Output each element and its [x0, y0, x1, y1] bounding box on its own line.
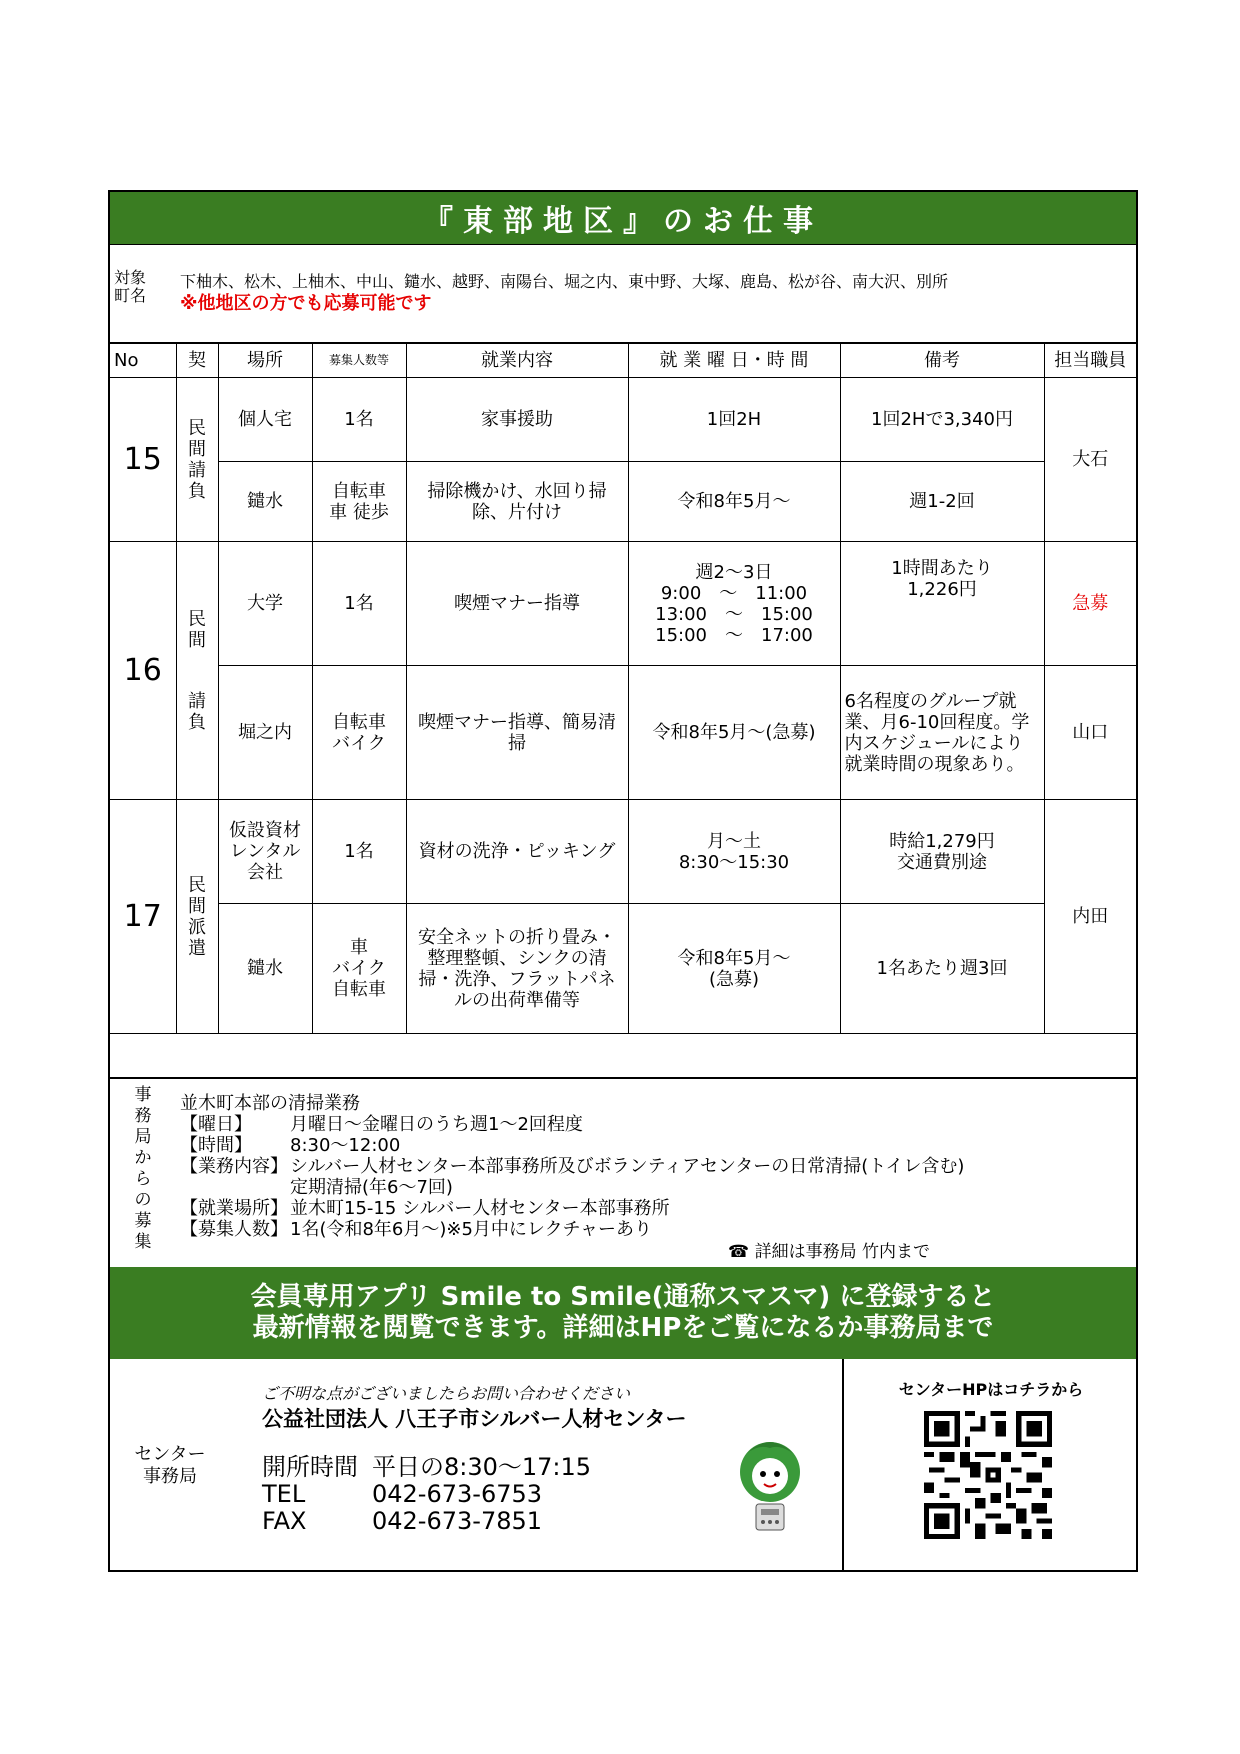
job-number: 16 [110, 542, 176, 800]
table-row [110, 462, 1136, 542]
contract-type: 民 間 請 負 [176, 542, 218, 800]
office-row: 定期清掃(年6～7回) [290, 1177, 453, 1198]
target-area [110, 244, 1136, 344]
table-row [110, 800, 1136, 904]
area-note: ※他地区の方でも応募可能です [180, 293, 432, 314]
time: 週2～3日 9:00 ～ 11:00 13:00 ～ 15:00 15:00 ～ 17:00 [628, 542, 840, 666]
work: 家事援助 [406, 378, 628, 462]
app-banner-line2: 最新情報を閲覧できます。詳細はHPをご覧になるか事務局まで [252, 1313, 994, 1343]
place: 鑓水 [218, 904, 312, 1034]
header-no: No [110, 344, 176, 378]
table-row [110, 666, 1136, 800]
inquiry-text: ご不明な点がございましたらお問い合わせください [262, 1384, 631, 1403]
job-table [110, 344, 1136, 1034]
time: 1回2H [628, 378, 840, 462]
contract-type: 民 間 派 遣 [176, 800, 218, 1034]
office-row: 【就業場所】 並木町15-15 シルバー人材センター本部事務所 [180, 1198, 670, 1219]
count: 1名 [312, 542, 406, 666]
staff: 内田 [1044, 800, 1136, 1034]
work: 資材の洗浄・ピッキング [406, 800, 628, 904]
qr-title: センターHPはコチラから [898, 1380, 1084, 1399]
count: 1名 [312, 800, 406, 904]
contact-info: 開所時間 平日の8:30～17:15 TEL 042-673-6753 FAX 042-673-7851 [262, 1453, 592, 1535]
tel-number: 042-673-6753 [372, 1480, 543, 1508]
commute: 自転車 バイク [312, 666, 406, 800]
time: 月～土 8:30～15:30 [628, 800, 840, 904]
qr-section [842, 1359, 1138, 1572]
urgent-badge: 急募 [1044, 542, 1136, 666]
office-row: 【業務内容】 シルバー人材センター本部事務所及びボランティアセンターの日常清掃(トイレ含む) [180, 1156, 965, 1177]
organization-name: 公益社団法人 八王子市シルバー人材センター [262, 1407, 687, 1431]
table-row [110, 378, 1136, 462]
place: 鑓水 [218, 462, 312, 542]
work: 喫煙マナー指導 [406, 542, 628, 666]
header-work: 就業内容 [406, 344, 628, 378]
work: 掃除機かけ、水回り掃除、片付け [406, 462, 628, 542]
header-note: 備考 [840, 344, 1044, 378]
place: 大学 [218, 542, 312, 666]
time: 令和8年5月～(急募) [628, 666, 840, 800]
center-label: センター 事務局 [134, 1444, 206, 1487]
contract-type: 民 間 請 負 [176, 378, 218, 542]
table-header-row [110, 344, 1136, 378]
header-count: 募集人数等 [312, 344, 406, 378]
staff: 山口 [1044, 666, 1136, 800]
page-title: 『東部地区』のお仕事 [110, 192, 1136, 244]
note: 1回2Hで3,340円 [840, 378, 1044, 462]
app-banner [110, 1267, 1136, 1359]
office-row: 【時間】 8:30～12:00 [180, 1135, 401, 1156]
footer [110, 1359, 1136, 1572]
work: 喫煙マナー指導、簡易清掃 [406, 666, 628, 800]
commute: 自転車 車 徒歩 [312, 462, 406, 542]
place: 個人宅 [218, 378, 312, 462]
place: 仮設資材 レンタル 会社 [218, 800, 312, 904]
office-details [180, 1093, 964, 1240]
note: 1時間あたり 1,226円 [840, 542, 1044, 666]
header-time: 就 業 曜 日・時 間 [628, 344, 840, 378]
office-recruitment [110, 1077, 1136, 1269]
town-list: 下柚木、松木、上柚木、中山、鑓水、越野、南陽台、堀之内、東中野、大塚、鹿島、松が谷、南大沢、別所 [180, 272, 949, 291]
office-heading: 並木町本部の清掃業務 [180, 1093, 360, 1114]
note: 時給1,279円 交通費別途 [840, 800, 1044, 904]
app-banner-line1: 会員専用アプリ Smile to Smile(通称スマスマ) に登録すると [250, 1282, 996, 1312]
staff: 大石 [1044, 378, 1136, 542]
job-number: 15 [110, 378, 176, 542]
commute: 車 バイク 自転車 [312, 904, 406, 1034]
office-vertical-label: 事務局からの募集 [134, 1085, 152, 1252]
time: 令和8年5月～ [628, 462, 840, 542]
table-row [110, 904, 1136, 1034]
mascot-icon [730, 1434, 810, 1534]
note: 6名程度のグループ就業、月6-10回程度。学内スケジュールにより就業時間の現象あり。 [840, 666, 1044, 800]
header-contract: 契 [176, 344, 218, 378]
header-staff: 担当職員 [1044, 344, 1136, 378]
work: 安全ネットの折り畳み・整理整頓、シンクの清掃・洗浄、フラットパネルの出荷準備等 [406, 904, 628, 1034]
job-sheet [108, 190, 1138, 1572]
place: 堀之内 [218, 666, 312, 800]
header-place: 場所 [218, 344, 312, 378]
qr-code-icon[interactable] [924, 1411, 1052, 1539]
contact-note: ☎ 詳細は事務局 竹内まで [728, 1242, 930, 1262]
count: 1名 [312, 378, 406, 462]
note: 1名あたり週3回 [840, 904, 1044, 1034]
office-row: 【曜日】 月曜日～金曜日のうち週1～2回程度 [180, 1114, 583, 1135]
job-number: 17 [110, 800, 176, 1034]
note: 週1-2回 [840, 462, 1044, 542]
area-label: 対象 町名 [114, 268, 147, 305]
table-row [110, 542, 1136, 666]
office-row: 【募集人数】 1名(令和8年6月～)※5月中にレクチャーあり [180, 1219, 653, 1240]
fax-number: 042-673-7851 [372, 1507, 543, 1535]
time: 令和8年5月～ (急募) [628, 904, 840, 1034]
